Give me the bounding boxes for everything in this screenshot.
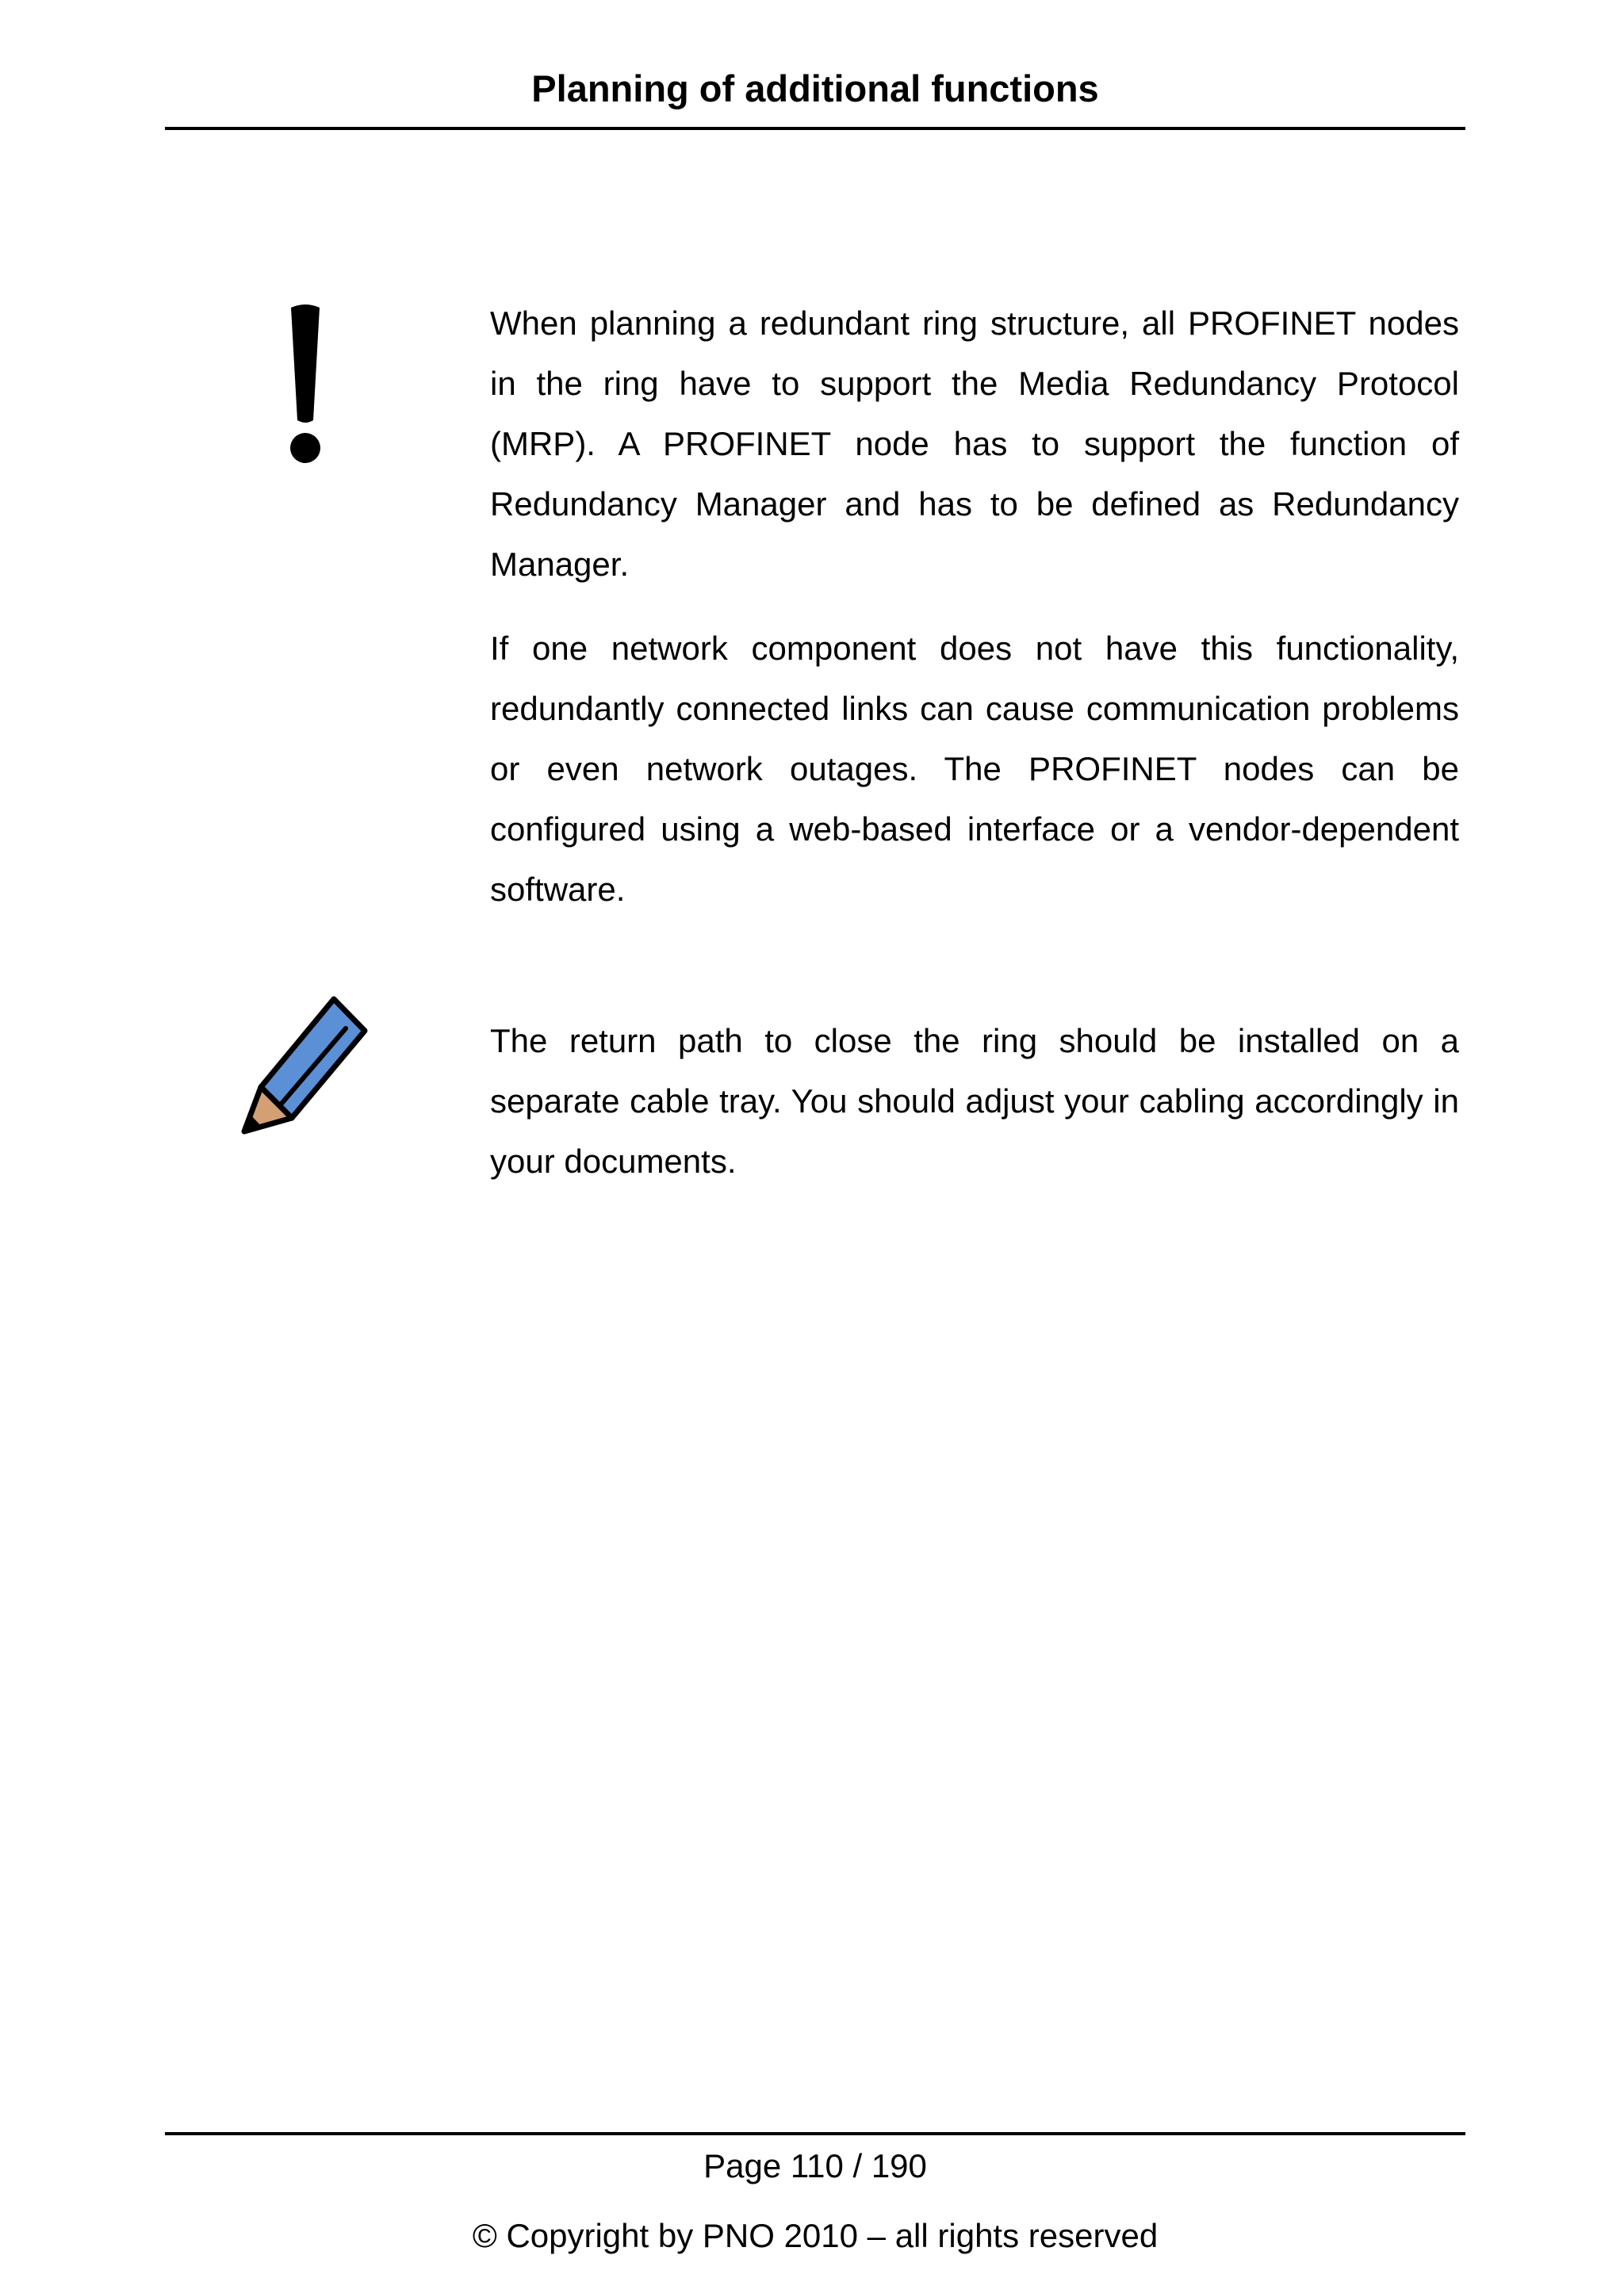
copyright-notice: © Copyright by PNO 2010 – all rights reserved [472,2217,1159,2254]
page-number: Page 110 / 190 [703,2147,927,2184]
footer-divider [165,2132,1465,2135]
warning-paragraph: If one network component does not have this functionality, redundantly connected links can cause communication problems or even network outages. The PROFINET nodes can be configured using a web-based interface or a vendor-dependent software. [490,630,1459,908]
header-divider [165,127,1465,130]
warning-notice [490,293,1459,920]
exclamation-icon [282,301,329,468]
note-notice [490,1011,1459,1192]
warning-paragraph: When planning a redundant ring structure, all PROFINET nodes in the ring have to support the Media Redundancy Protocol (MRP). A PROFINET node has to support the function of Redundancy Manager and has to be defined as Redundancy Manager. [490,304,1459,583]
note-paragraph: The return path to close the ring should be installed on a separate cable tray. You should adjust your cabling accordingly in your documents. [490,1022,1459,1180]
page-header-title: Planning of additional functions [531,67,1099,109]
pencil-icon [238,995,381,1146]
